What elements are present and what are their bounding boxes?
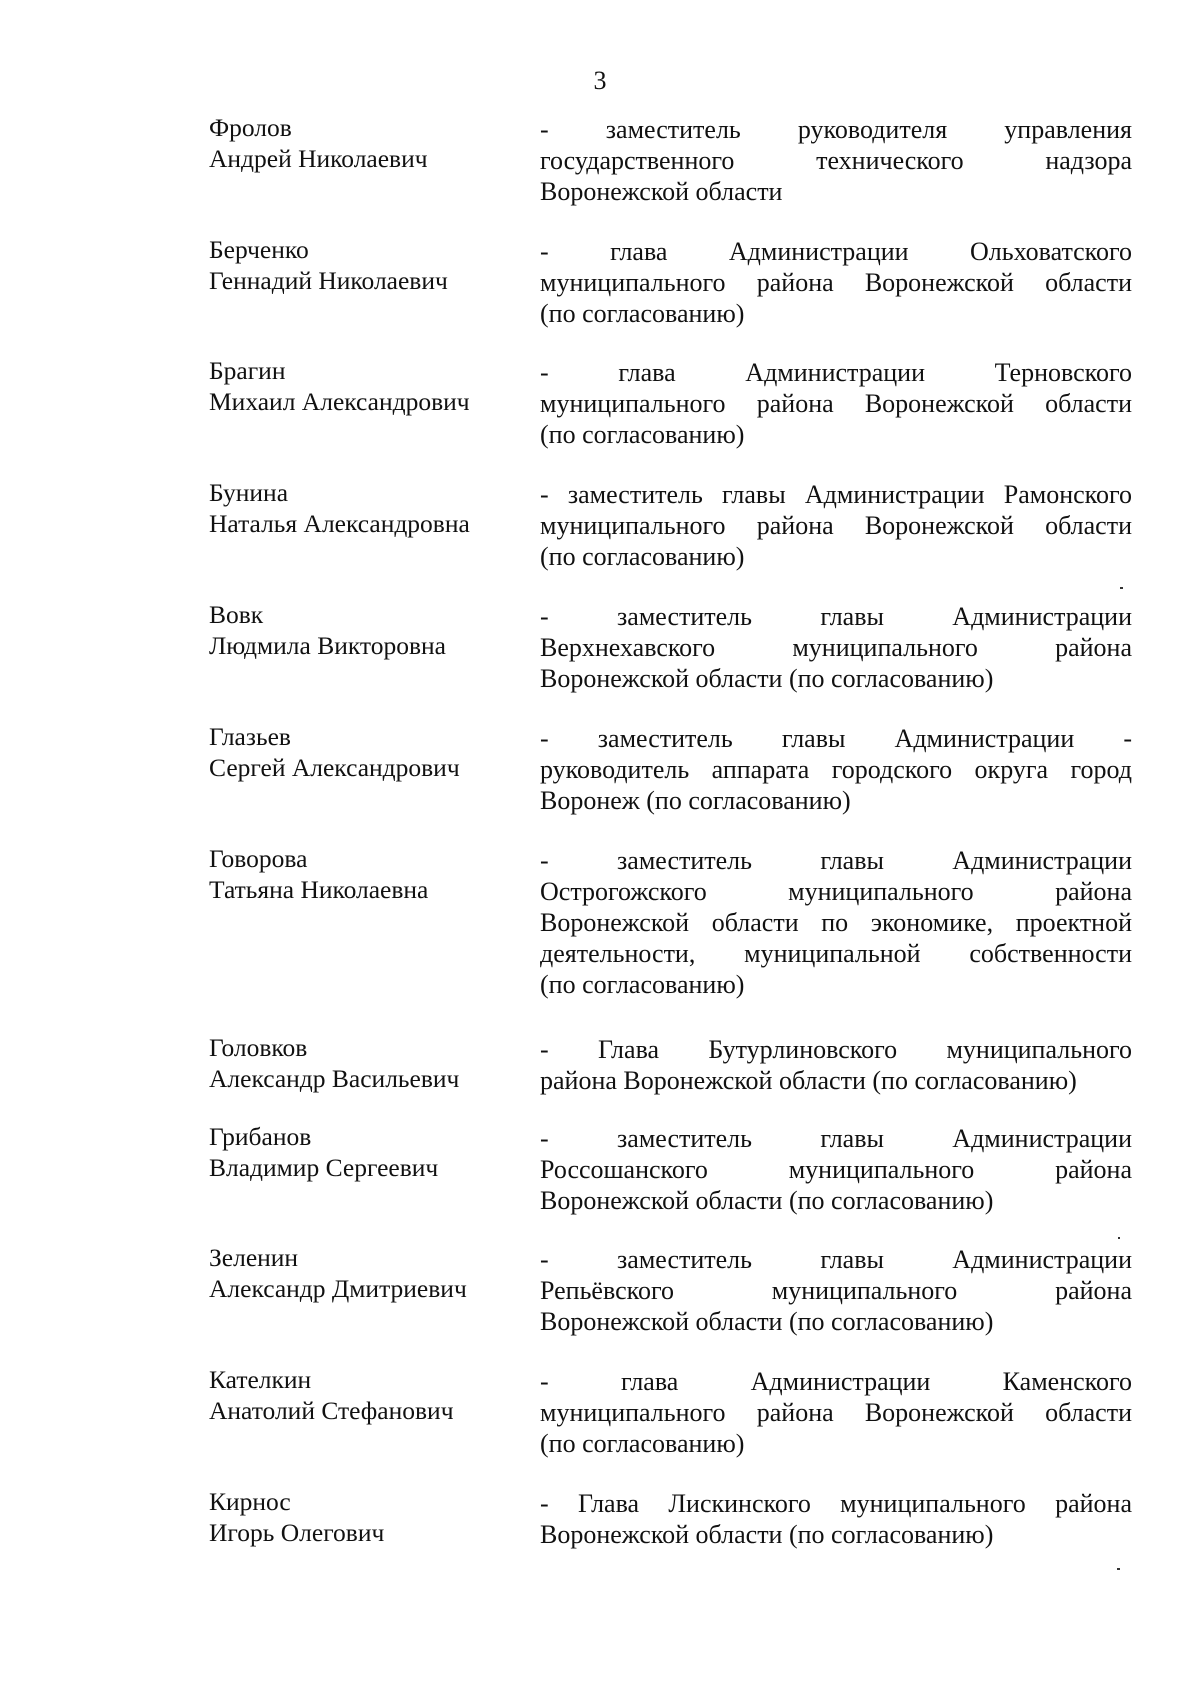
role-line: - заместитель главы Администрации: [540, 846, 1132, 875]
role-line: Воронежской области (по согласованию): [540, 664, 994, 693]
role-line: Верхнехавского муниципального района: [540, 633, 1132, 662]
member-role: [540, 1366, 1132, 1459]
scan-speck: [1118, 1237, 1120, 1239]
role-line: - глава Администрации Ольховатского: [540, 237, 1132, 266]
role-line: - заместитель главы Администрации Рамонского: [540, 480, 1132, 509]
role-line: - заместитель главы Администрации: [540, 602, 1132, 631]
member-name: [209, 1032, 509, 1094]
member-given-names: Сергей Александрович: [209, 753, 460, 782]
member-name: [209, 355, 509, 417]
role-line: руководитель аппарата городского округа город: [540, 755, 1132, 784]
role-line: (по согласованию): [540, 970, 745, 999]
member-name: [209, 599, 509, 661]
member-given-names: Игорь Олегович: [209, 1518, 385, 1547]
member-given-names: Александр Васильевич: [209, 1064, 460, 1093]
role-line: - заместитель главы Администрации: [540, 1245, 1132, 1274]
role-line: района Воронежской области (по согласованию): [540, 1066, 1077, 1095]
role-line: (по согласованию): [540, 542, 745, 571]
member-given-names: Наталья Александровна: [209, 509, 470, 538]
role-line: - Глава Лискинского муниципального района: [540, 1489, 1132, 1518]
role-line: Россошанского муниципального района: [540, 1155, 1132, 1184]
member-surname: Фролов: [209, 113, 292, 142]
scan-speck: [1120, 587, 1123, 589]
role-line: Воронежской области (по согласованию): [540, 1520, 994, 1549]
role-line: - глава Администрации Каменского: [540, 1367, 1132, 1396]
member-role: [540, 357, 1132, 450]
member-name: [209, 477, 509, 539]
member-surname: Грибанов: [209, 1122, 312, 1151]
scan-speck: [1117, 1568, 1120, 1570]
member-surname: Кателкин: [209, 1365, 312, 1394]
role-line: - глава Администрации Терновского: [540, 358, 1132, 387]
member-name: [209, 1242, 509, 1304]
member-given-names: Людмила Викторовна: [209, 631, 446, 660]
member-name: [209, 843, 509, 905]
member-surname: Зеленин: [209, 1243, 299, 1272]
member-role: [540, 1123, 1132, 1216]
role-line: Воронежской области по экономике, проектной: [540, 908, 1132, 937]
role-line: (по согласованию): [540, 420, 745, 449]
role-line: муниципального района Воронежской области: [540, 511, 1132, 540]
role-line: (по согласованию): [540, 299, 745, 328]
role-line: муниципального района Воронежской области: [540, 1398, 1132, 1427]
member-surname: Кирнос: [209, 1487, 291, 1516]
member-name: [209, 1486, 509, 1548]
member-name: [209, 721, 509, 783]
member-surname: Берченко: [209, 235, 309, 264]
member-surname: Говорова: [209, 844, 308, 873]
member-given-names: Татьяна Николаевна: [209, 875, 429, 904]
role-line: Воронежской области (по согласованию): [540, 1307, 994, 1336]
role-line: Репьёвского муниципального района: [540, 1276, 1132, 1305]
member-surname: Брагин: [209, 356, 286, 385]
role-line: государственного технического надзора: [540, 146, 1132, 175]
member-given-names: Александр Дмитриевич: [209, 1274, 467, 1303]
member-role: [540, 845, 1132, 1000]
member-surname: Глазьев: [209, 722, 291, 751]
member-role: [540, 1034, 1132, 1096]
member-surname: Вовк: [209, 600, 264, 629]
member-surname: Головков: [209, 1033, 308, 1062]
member-surname: Бунина: [209, 478, 289, 507]
page-number: 3: [593, 66, 607, 95]
member-name: [209, 234, 509, 296]
role-line: - заместитель руководителя управления: [540, 115, 1132, 144]
role-line: муниципального района Воронежской области: [540, 389, 1132, 418]
member-given-names: Андрей Николаевич: [209, 144, 428, 173]
role-line: Воронеж (по согласованию): [540, 786, 851, 815]
member-role: [540, 479, 1132, 572]
member-given-names: Михаил Александрович: [209, 387, 470, 416]
member-given-names: Анатолий Стефанович: [209, 1396, 454, 1425]
member-role: [540, 114, 1132, 207]
member-role: [540, 236, 1132, 329]
member-given-names: Владимир Сергеевич: [209, 1153, 439, 1182]
role-line: Воронежской области: [540, 177, 783, 206]
role-line: - заместитель главы Администрации: [540, 1124, 1132, 1153]
role-line: - заместитель главы Администрации -: [540, 724, 1132, 753]
member-role: [540, 723, 1132, 816]
member-role: [540, 1488, 1132, 1550]
member-name: [209, 1364, 509, 1426]
role-line: деятельности, муниципальной собственности: [540, 939, 1132, 968]
role-line: Воронежской области (по согласованию): [540, 1186, 994, 1215]
member-given-names: Геннадий Николаевич: [209, 266, 448, 295]
role-line: Острогожского муниципального района: [540, 877, 1132, 906]
role-line: (по согласованию): [540, 1429, 745, 1458]
member-role: [540, 601, 1132, 694]
member-name: [209, 1121, 509, 1183]
member-name: [209, 112, 509, 174]
member-role: [540, 1244, 1132, 1337]
role-line: муниципального района Воронежской области: [540, 268, 1132, 297]
role-line: - Глава Бутурлиновского муниципального: [540, 1035, 1132, 1064]
